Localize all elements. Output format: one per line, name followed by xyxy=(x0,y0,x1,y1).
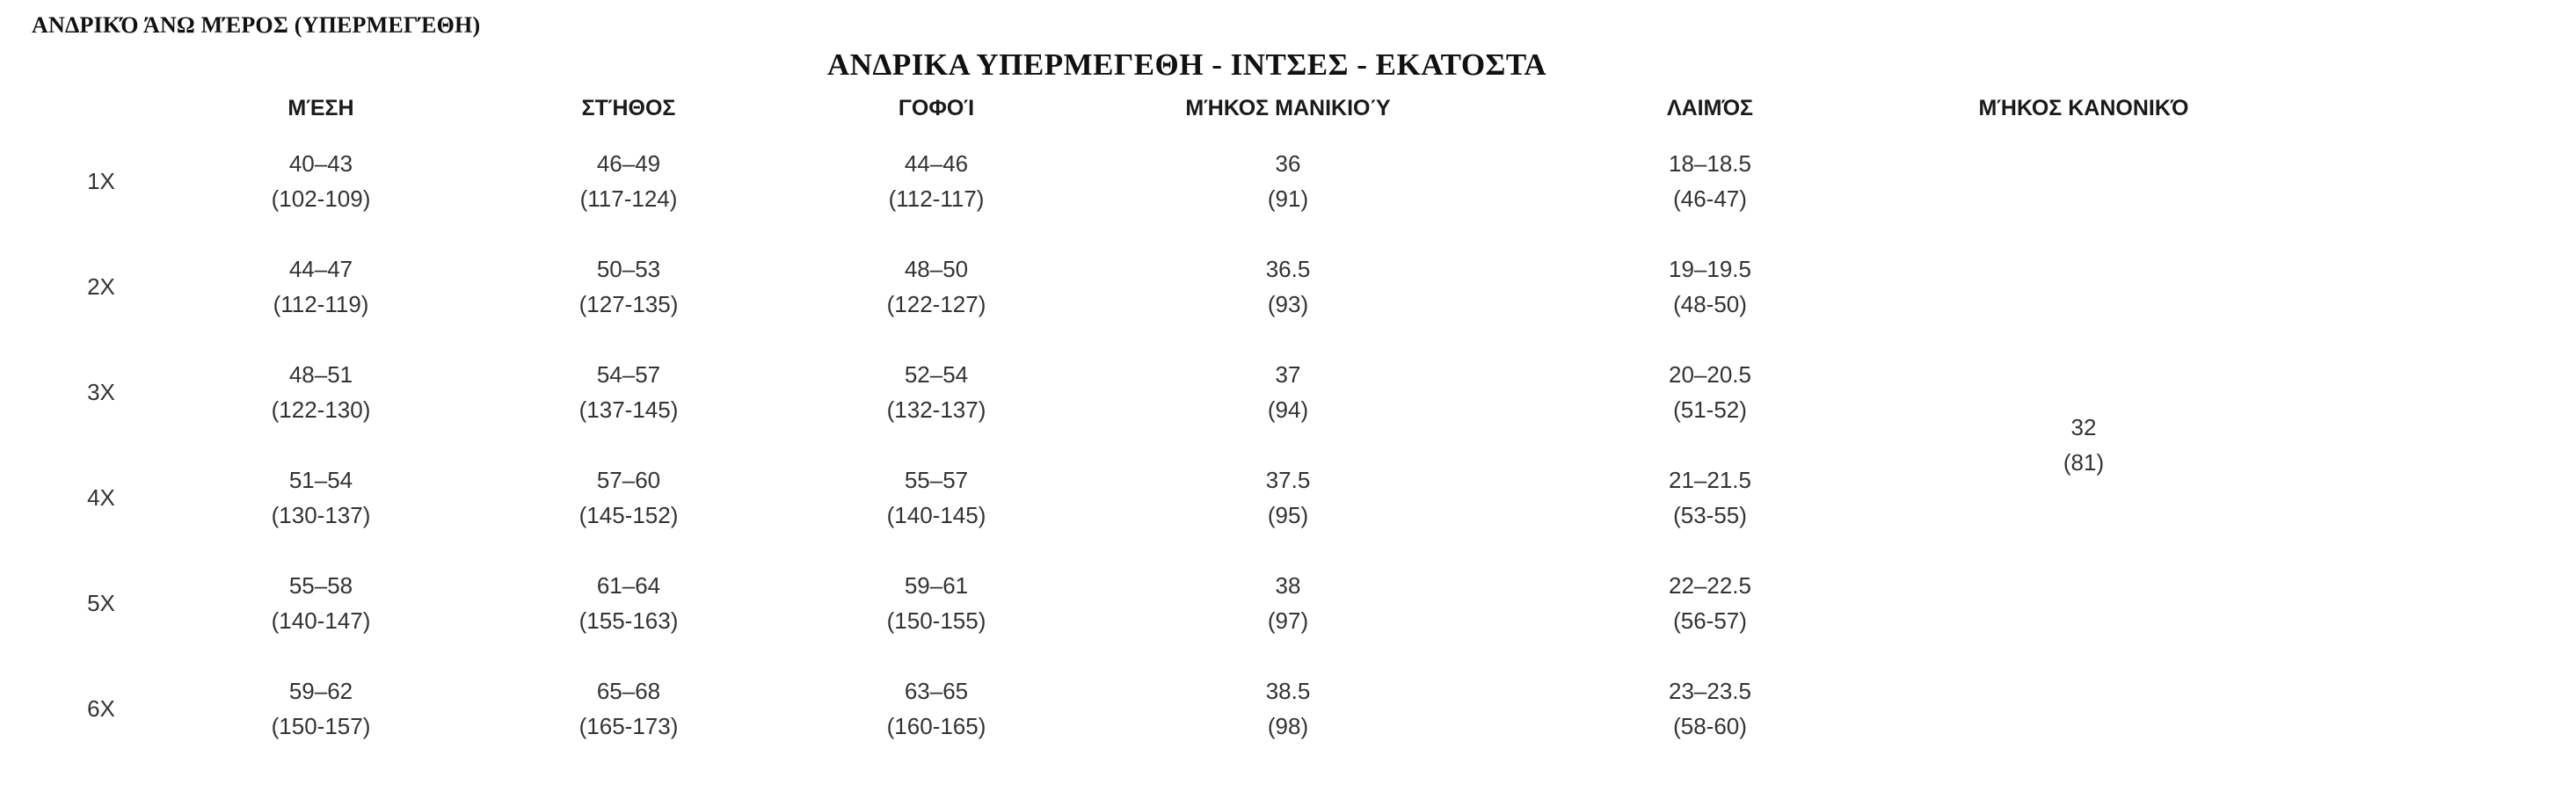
sleeve-inches: 37 xyxy=(1275,361,1301,388)
waist-inches: 44–47 xyxy=(288,256,353,282)
hips-inches: 55–57 xyxy=(904,467,969,493)
sleeve-inches: 38.5 xyxy=(1265,678,1311,704)
sleeve-inches: 36 xyxy=(1275,150,1301,177)
chest-cell xyxy=(466,128,791,234)
waist-cell xyxy=(176,656,466,761)
neck-inches: 21–21.5 xyxy=(1669,467,1751,493)
sleeve-cm: (95) xyxy=(1267,502,1309,528)
waist-inches: 40–43 xyxy=(288,150,353,177)
size-label: 2X xyxy=(87,273,115,300)
chest-cm: (137-145) xyxy=(579,396,679,423)
chest-inches: 65–68 xyxy=(596,678,661,704)
waist-cell xyxy=(176,339,466,445)
chest-cm: (127-135) xyxy=(579,291,679,317)
chest-inches: 57–60 xyxy=(596,467,661,493)
chest-cell xyxy=(466,339,791,445)
hips-inches: 52–54 xyxy=(904,361,969,388)
table-title: ΑΝΔΡΙΚΑ ΥΠΕΡΜΕΓΕΘΗ - ΙΝΤΣΕΣ - ΕΚΑΤΟΣΤΑ xyxy=(826,47,1547,82)
table-row xyxy=(26,128,2242,234)
waist-cm: (122-130) xyxy=(271,396,371,423)
neck-cell xyxy=(1495,234,1925,339)
chest-inches: 50–53 xyxy=(596,256,661,282)
waist-cm: (102-109) xyxy=(271,185,371,212)
hips-cm: (122-127) xyxy=(886,291,986,317)
neck-cm: (56-57) xyxy=(1673,607,1747,634)
waist-inches: 59–62 xyxy=(288,678,353,704)
header-sleeve-length: ΜΉΚΟΣ ΜΑΝΙΚΙΟΎ xyxy=(1185,95,1391,120)
hips-inches: 44–46 xyxy=(904,150,969,177)
waist-cell xyxy=(176,128,466,234)
sleeve-cell xyxy=(1081,128,1495,234)
waist-cm: (150-157) xyxy=(271,713,371,739)
size-label: 4X xyxy=(87,484,115,511)
sleeve-inches: 36.5 xyxy=(1265,256,1311,282)
chest-cell xyxy=(466,656,791,761)
neck-inches: 19–19.5 xyxy=(1669,256,1751,282)
table-row xyxy=(26,550,2242,656)
sleeve-inches: 38 xyxy=(1275,572,1301,599)
regular-length-cm: (81) xyxy=(2063,449,2105,476)
hips-inches: 59–61 xyxy=(904,572,969,599)
table-header-row xyxy=(26,88,2242,128)
table-row xyxy=(26,445,2242,550)
sleeve-cell xyxy=(1081,656,1495,761)
neck-cm: (46-47) xyxy=(1673,185,1747,212)
chest-cm: (117-124) xyxy=(579,185,678,212)
neck-cell xyxy=(1495,445,1925,550)
hips-cm: (150-155) xyxy=(886,607,986,634)
hips-cell xyxy=(791,339,1081,445)
chest-cell xyxy=(466,445,791,550)
neck-inches: 23–23.5 xyxy=(1669,678,1751,704)
waist-inches: 48–51 xyxy=(288,361,353,388)
sleeve-cell xyxy=(1081,550,1495,656)
section-heading: ΑΝΔΡΙΚΌ ΆΝΩ ΜΈΡΟΣ (ΥΠΕΡΜΕΓΈΘΗ) xyxy=(32,12,481,38)
neck-cell xyxy=(1495,339,1925,445)
waist-cm: (112-119) xyxy=(273,291,369,317)
chest-cm: (145-152) xyxy=(579,502,679,528)
neck-inches: 18–18.5 xyxy=(1669,150,1751,177)
sleeve-cm: (91) xyxy=(1267,185,1309,212)
waist-cell xyxy=(176,550,466,656)
neck-cell xyxy=(1495,128,1925,234)
sleeve-cm: (94) xyxy=(1267,396,1309,423)
regular-length-inches: 32 xyxy=(2070,414,2097,440)
neck-cm: (53-55) xyxy=(1673,502,1747,528)
size-label: 6X xyxy=(87,695,115,722)
chest-cell xyxy=(466,234,791,339)
neck-cell xyxy=(1495,550,1925,656)
waist-cell xyxy=(176,445,466,550)
neck-cell xyxy=(1495,656,1925,761)
header-regular-length: ΜΉΚΟΣ ΚΑΝΟΝΙΚΌ xyxy=(1978,95,2189,120)
waist-inches: 55–58 xyxy=(288,572,353,599)
waist-cm: (130-137) xyxy=(271,502,371,528)
hips-cell xyxy=(791,550,1081,656)
sleeve-cell xyxy=(1081,339,1495,445)
table-row xyxy=(26,339,2242,445)
hips-cell xyxy=(791,445,1081,550)
hips-cm: (160-165) xyxy=(886,713,986,739)
neck-inches: 22–22.5 xyxy=(1669,572,1751,599)
neck-cm: (48-50) xyxy=(1673,291,1747,317)
size-label: 1X xyxy=(87,168,115,194)
chest-inches: 46–49 xyxy=(596,150,661,177)
hips-cm: (112-117) xyxy=(888,185,985,212)
waist-inches: 51–54 xyxy=(288,467,353,493)
hips-cm: (140-145) xyxy=(886,502,986,528)
sleeve-cell xyxy=(1081,445,1495,550)
table-row xyxy=(26,234,2242,339)
hips-cell xyxy=(791,656,1081,761)
hips-cell xyxy=(791,234,1081,339)
sleeve-cm: (97) xyxy=(1267,607,1309,634)
neck-cm: (58-60) xyxy=(1673,713,1747,739)
sleeve-inches: 37.5 xyxy=(1265,467,1311,493)
neck-inches: 20–20.5 xyxy=(1669,361,1751,388)
waist-cm: (140-147) xyxy=(271,607,371,634)
chest-cm: (155-163) xyxy=(579,607,679,634)
table-row xyxy=(26,656,2242,761)
size-label: 3X xyxy=(87,379,115,405)
neck-cm: (51-52) xyxy=(1673,396,1747,423)
sleeve-cell xyxy=(1081,234,1495,339)
sleeve-cm: (98) xyxy=(1267,713,1309,739)
chest-cell xyxy=(466,550,791,656)
header-waist: ΜΈΣΗ xyxy=(287,95,354,120)
hips-inches: 63–65 xyxy=(904,678,969,704)
regular-length-cell xyxy=(1925,128,2242,761)
hips-inches: 48–50 xyxy=(904,256,969,282)
size-chart-table xyxy=(26,88,2242,761)
sleeve-cm: (93) xyxy=(1267,291,1309,317)
chest-cm: (165-173) xyxy=(579,713,679,739)
chest-inches: 54–57 xyxy=(596,361,661,388)
chest-inches: 61–64 xyxy=(596,572,661,599)
hips-cell xyxy=(791,128,1081,234)
waist-cell xyxy=(176,234,466,339)
header-chest: ΣΤΉΘΟΣ xyxy=(581,95,676,120)
header-size xyxy=(26,88,176,128)
size-label: 5X xyxy=(87,590,115,616)
hips-cm: (132-137) xyxy=(886,396,986,423)
header-hips: ΓΟΦΟΊ xyxy=(898,95,975,120)
header-neck: ΛΑΙΜΌΣ xyxy=(1666,95,1754,120)
